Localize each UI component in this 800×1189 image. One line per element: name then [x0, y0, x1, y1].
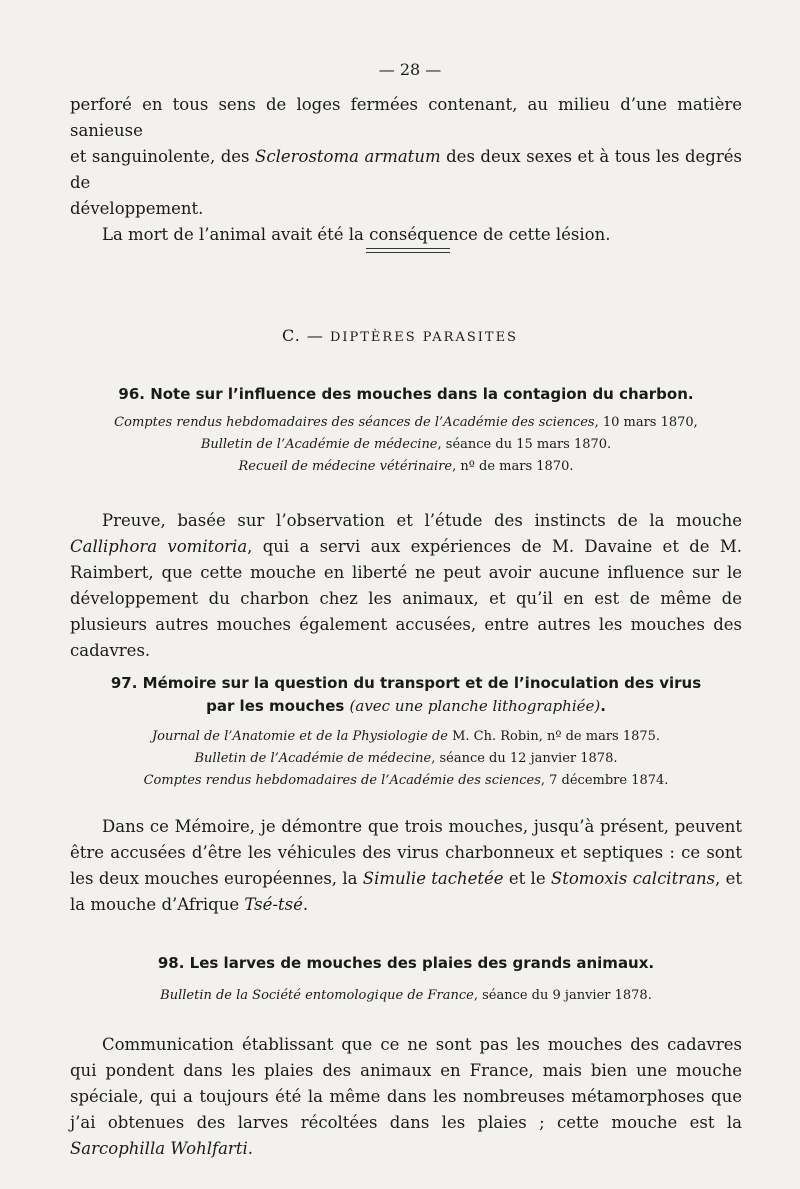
text-line: des deux sexes et à tous les degrés de [70, 147, 742, 192]
species-name: Simulie tachetée [362, 869, 504, 888]
reference [70, 985, 742, 1007]
reference [70, 456, 742, 478]
reference-detail: M. Ch. Robin, nº de mars 1875. [447, 729, 661, 744]
entry-97 [70, 672, 742, 792]
journal-name: Comptes rendus hebdomadaires de l’Académie des sciences [143, 773, 541, 788]
reference-detail: , 10 mars 1870, [594, 415, 698, 430]
reference-detail: , séance du 12 janvier 1878. [431, 751, 618, 766]
reference-detail: , séance du 15 mars 1870. [437, 437, 612, 452]
text-line: développement. [70, 199, 204, 218]
reference [70, 412, 742, 434]
entry-96-summary [70, 508, 742, 664]
reference [70, 434, 742, 456]
reference-detail: , séance du 9 janvier 1878. [473, 988, 652, 1003]
journal-name: Bulletin de la Société entomologique de France [160, 988, 474, 1003]
journal-name: Bulletin de l’Académie de médecine [200, 437, 438, 452]
page-number: — 28 — [378, 60, 442, 79]
entry-title: 96. Note sur l’influence des mouches dans la contagion du charbon. [118, 385, 694, 403]
reference-detail: , nº de mars 1870. [452, 459, 574, 474]
species-name: Tsé-tsé [244, 895, 303, 914]
entry-title: 98. Les larves de mouches des plaies des grands animaux. [157, 954, 655, 972]
species-name: Stomoxis calcitrans [550, 869, 716, 888]
species-name: Calliphora vomitoria [70, 537, 248, 556]
entry-title: 97. Mémoire sur la question du transport et de l’inoculation des virus par les mouches (avec une planche lithographiée). [110, 674, 702, 715]
journal-name: Journal de l’Anatomie et de la Physiologie de [151, 729, 448, 744]
text-line: et sanguinolente, des [70, 147, 256, 166]
entry-body: Preuve, basée sur l’observation et l’étude des instincts de la mouche Calliphora vomitoria, qui a servi aux expériences de M. Davaine et de M. Raimbert, que cette mouche en liberté ne peut avoir aucune influence sur le développement du charbon chez les animaux, et qu’il en est de même de plusieurs autres mouches également accusées, entre autres les mouches des cadavres. [70, 511, 742, 660]
entry-98 [70, 952, 742, 1007]
reference [70, 726, 742, 748]
paragraph-conclusion: La mort de l’animal avait été la conséquence de cette lésion. [102, 225, 611, 244]
species-name: Sarcophilla Wohlfarti [70, 1139, 248, 1158]
reference [70, 748, 742, 770]
entry-96 [70, 383, 742, 478]
reference-detail: , 7 décembre 1874. [540, 773, 669, 788]
entry-body: Communication établissant que ce ne sont pas les mouches des cadavres qui pondent dans les plaies des animaux en France, mais bien une mouche spéciale, qui a toujours été la même dans les nombreuses métamorphoses que j’ai obtenues des larves récoltées dans les plaies ; cette mouche est la Sarcophilla Wohlfarti. [70, 1035, 742, 1158]
reference [70, 770, 742, 792]
entry-body: Dans ce Mémoire, je démontre que trois mouches, jusqu’à présent, peuvent être accusées d’être les véhicules des virus charbonneux et septiques : ce sont les deux mouches européennes, la Simulie tachetée et le Stomoxis calcitrans, et la mouche d’Afrique Tsé-tsé. [70, 817, 742, 914]
section-heading [0, 326, 800, 345]
section-letter: C. — [282, 326, 330, 345]
entry-97-summary [70, 814, 742, 918]
section-title: DIPTÈRES PARASITES [329, 330, 518, 345]
entry-98-summary [70, 1032, 742, 1162]
paragraph-continuation [70, 92, 742, 248]
journal-name: Recueil de médecine vétérinaire [238, 459, 453, 474]
journal-name: Bulletin de l’Académie de médecine [194, 751, 432, 766]
text-line: perforé en tous sens de loges fermées contenant, au milieu d’une matière sanieuse [70, 95, 742, 140]
journal-name: Comptes rendus hebdomadaires des séances de l’Académie des sciences [114, 415, 595, 430]
species-name: Sclerostoma armatum [255, 147, 441, 166]
ornamental-rule [366, 248, 450, 253]
